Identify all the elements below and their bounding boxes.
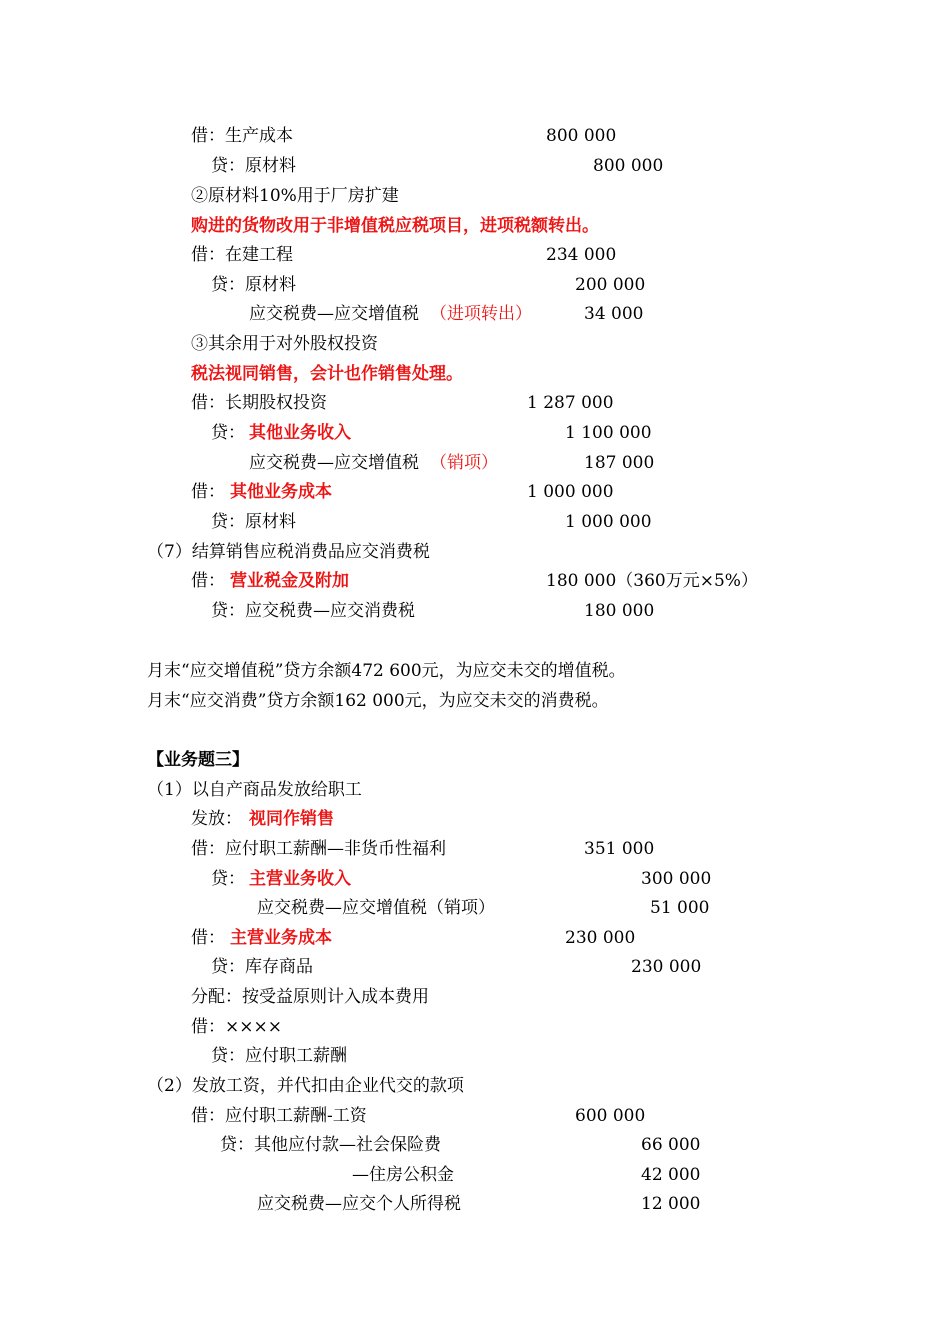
journal-line — [0, 270, 950, 300]
journal-line — [0, 834, 950, 864]
entry-account: 其他业务收入 — [249, 423, 351, 443]
note-text: 购进的货物改用于非增值税应税项目，进项税额转出。 — [191, 216, 599, 236]
journal-line — [0, 566, 950, 596]
journal-line — [0, 388, 950, 418]
journal-line — [0, 893, 950, 923]
entry-text: 贷：应交税费—应交消费税 — [211, 601, 415, 621]
section-text: （1）以自产商品发放给职工 — [147, 780, 362, 800]
journal-line — [0, 537, 950, 567]
entry-text: 应交税费—应交增值税（销项） — [257, 898, 495, 918]
entry-note: 视同作销售 — [249, 809, 334, 829]
journal-line — [0, 1071, 950, 1101]
entry-text: 贷： — [211, 869, 245, 889]
entry-amount: 600 000 — [575, 1106, 646, 1126]
entry-text: 贷：原材料 — [211, 156, 296, 176]
journal-line — [0, 1041, 950, 1071]
summary-text: 月末“应交增值税”贷方余额472 600元，为应交未交的增值税。 — [147, 661, 626, 681]
section-text: （7）结算销售应税消费品应交消费税 — [147, 542, 430, 562]
journal-line — [0, 982, 950, 1012]
journal-line — [0, 299, 950, 329]
entry-account: 其他业务成本 — [230, 482, 332, 502]
entry-text: 贷：其他应付款—社会保险费 — [220, 1135, 441, 1155]
journal-line — [0, 329, 950, 359]
journal-line — [0, 1101, 950, 1131]
entry-account: 营业税金及附加 — [230, 571, 349, 591]
entry-text: 贷：应付职工薪酬 — [211, 1046, 347, 1066]
journal-line — [0, 1160, 950, 1190]
entry-text: ②原材料10%用于厂房扩建 — [191, 186, 399, 206]
journal-line — [0, 952, 950, 982]
journal-line — [0, 121, 950, 151]
entry-amount: 351 000 — [584, 839, 655, 859]
entry-amount: 1 287 000 — [527, 393, 614, 413]
journal-line — [0, 507, 950, 537]
entry-text: 借：×××× — [191, 1017, 282, 1037]
entry-amount: 42 000 — [641, 1165, 701, 1185]
entry-text: 贷： — [211, 423, 245, 443]
entry-note: （销项） — [430, 453, 498, 473]
journal-line — [0, 151, 950, 181]
journal-line — [0, 596, 950, 626]
entry-text: 分配：按受益原则计入成本费用 — [191, 987, 429, 1007]
journal-line — [0, 240, 950, 270]
entry-amount: 1 100 000 — [565, 423, 652, 443]
journal-line — [0, 923, 950, 953]
section-text: （2）发放工资，并代扣由企业代交的款项 — [147, 1076, 464, 1096]
entry-text: 应交税费—应交增值税 — [249, 453, 419, 473]
entry-amount: 1 000 000 — [527, 482, 614, 502]
entry-amount: 34 000 — [584, 304, 644, 324]
entry-amount: 187 000 — [584, 453, 655, 473]
entry-text: 借：应付职工薪酬-工资 — [191, 1106, 367, 1126]
entry-amount: 230 000 — [631, 957, 702, 977]
journal-line — [0, 864, 950, 894]
entry-text: 借： — [191, 928, 225, 948]
entry-amount: 800 000 — [546, 126, 617, 146]
journal-line — [0, 211, 950, 241]
heading-text: 【业务题三】 — [147, 750, 249, 770]
entry-amount: 200 000 — [575, 275, 646, 295]
journal-line — [0, 448, 950, 478]
entry-amount: 300 000 — [641, 869, 712, 889]
entry-account: 主营业务收入 — [249, 869, 351, 889]
entry-amount: 180 000（360万元×5%） — [546, 571, 758, 591]
entry-note: （进项转出） — [430, 304, 532, 324]
journal-line — [0, 418, 950, 448]
entry-amount: 66 000 — [641, 1135, 701, 1155]
journal-line — [0, 1130, 950, 1160]
journal-line — [0, 477, 950, 507]
entry-text: 借： — [191, 482, 225, 502]
journal-line — [0, 775, 950, 805]
journal-line — [0, 804, 950, 834]
entry-text: 借：应付职工薪酬—非货币性福利 — [191, 839, 446, 859]
entry-text: 借：在建工程 — [191, 245, 293, 265]
summary-line — [0, 656, 950, 686]
entry-text: 应交税费—应交个人所得税 — [257, 1194, 461, 1214]
journal-line — [0, 1189, 950, 1219]
entry-text: 应交税费—应交增值税 — [249, 304, 419, 324]
journal-line — [0, 1012, 950, 1042]
entry-account: 主营业务成本 — [230, 928, 332, 948]
entry-text: 贷：原材料 — [211, 512, 296, 532]
entry-text: 借：长期股权投资 — [191, 393, 327, 413]
entry-amount: 234 000 — [546, 245, 617, 265]
entry-text: 借：生产成本 — [191, 126, 293, 146]
entry-amount: 51 000 — [650, 898, 710, 918]
entry-amount: 230 000 — [565, 928, 636, 948]
entry-amount: 1 000 000 — [565, 512, 652, 532]
entry-amount: 800 000 — [593, 156, 664, 176]
note-text: 税法视同销售，会计也作销售处理。 — [191, 364, 463, 384]
entry-text: 发放： — [191, 809, 242, 829]
entry-text: 借： — [191, 571, 225, 591]
entry-text: 贷：原材料 — [211, 275, 296, 295]
entry-amount: 12 000 — [641, 1194, 701, 1214]
entry-amount: 180 000 — [584, 601, 655, 621]
summary-line — [0, 686, 950, 716]
journal-line — [0, 359, 950, 389]
entry-text: —住房公积金 — [352, 1165, 454, 1185]
summary-text: 月末“应交消费”贷方余额162 000元，为应交未交的消费税。 — [147, 691, 609, 711]
entry-text: ③其余用于对外股权投资 — [191, 334, 378, 354]
journal-line — [0, 181, 950, 211]
section-heading — [0, 745, 950, 775]
entry-text: 贷：库存商品 — [211, 957, 313, 977]
